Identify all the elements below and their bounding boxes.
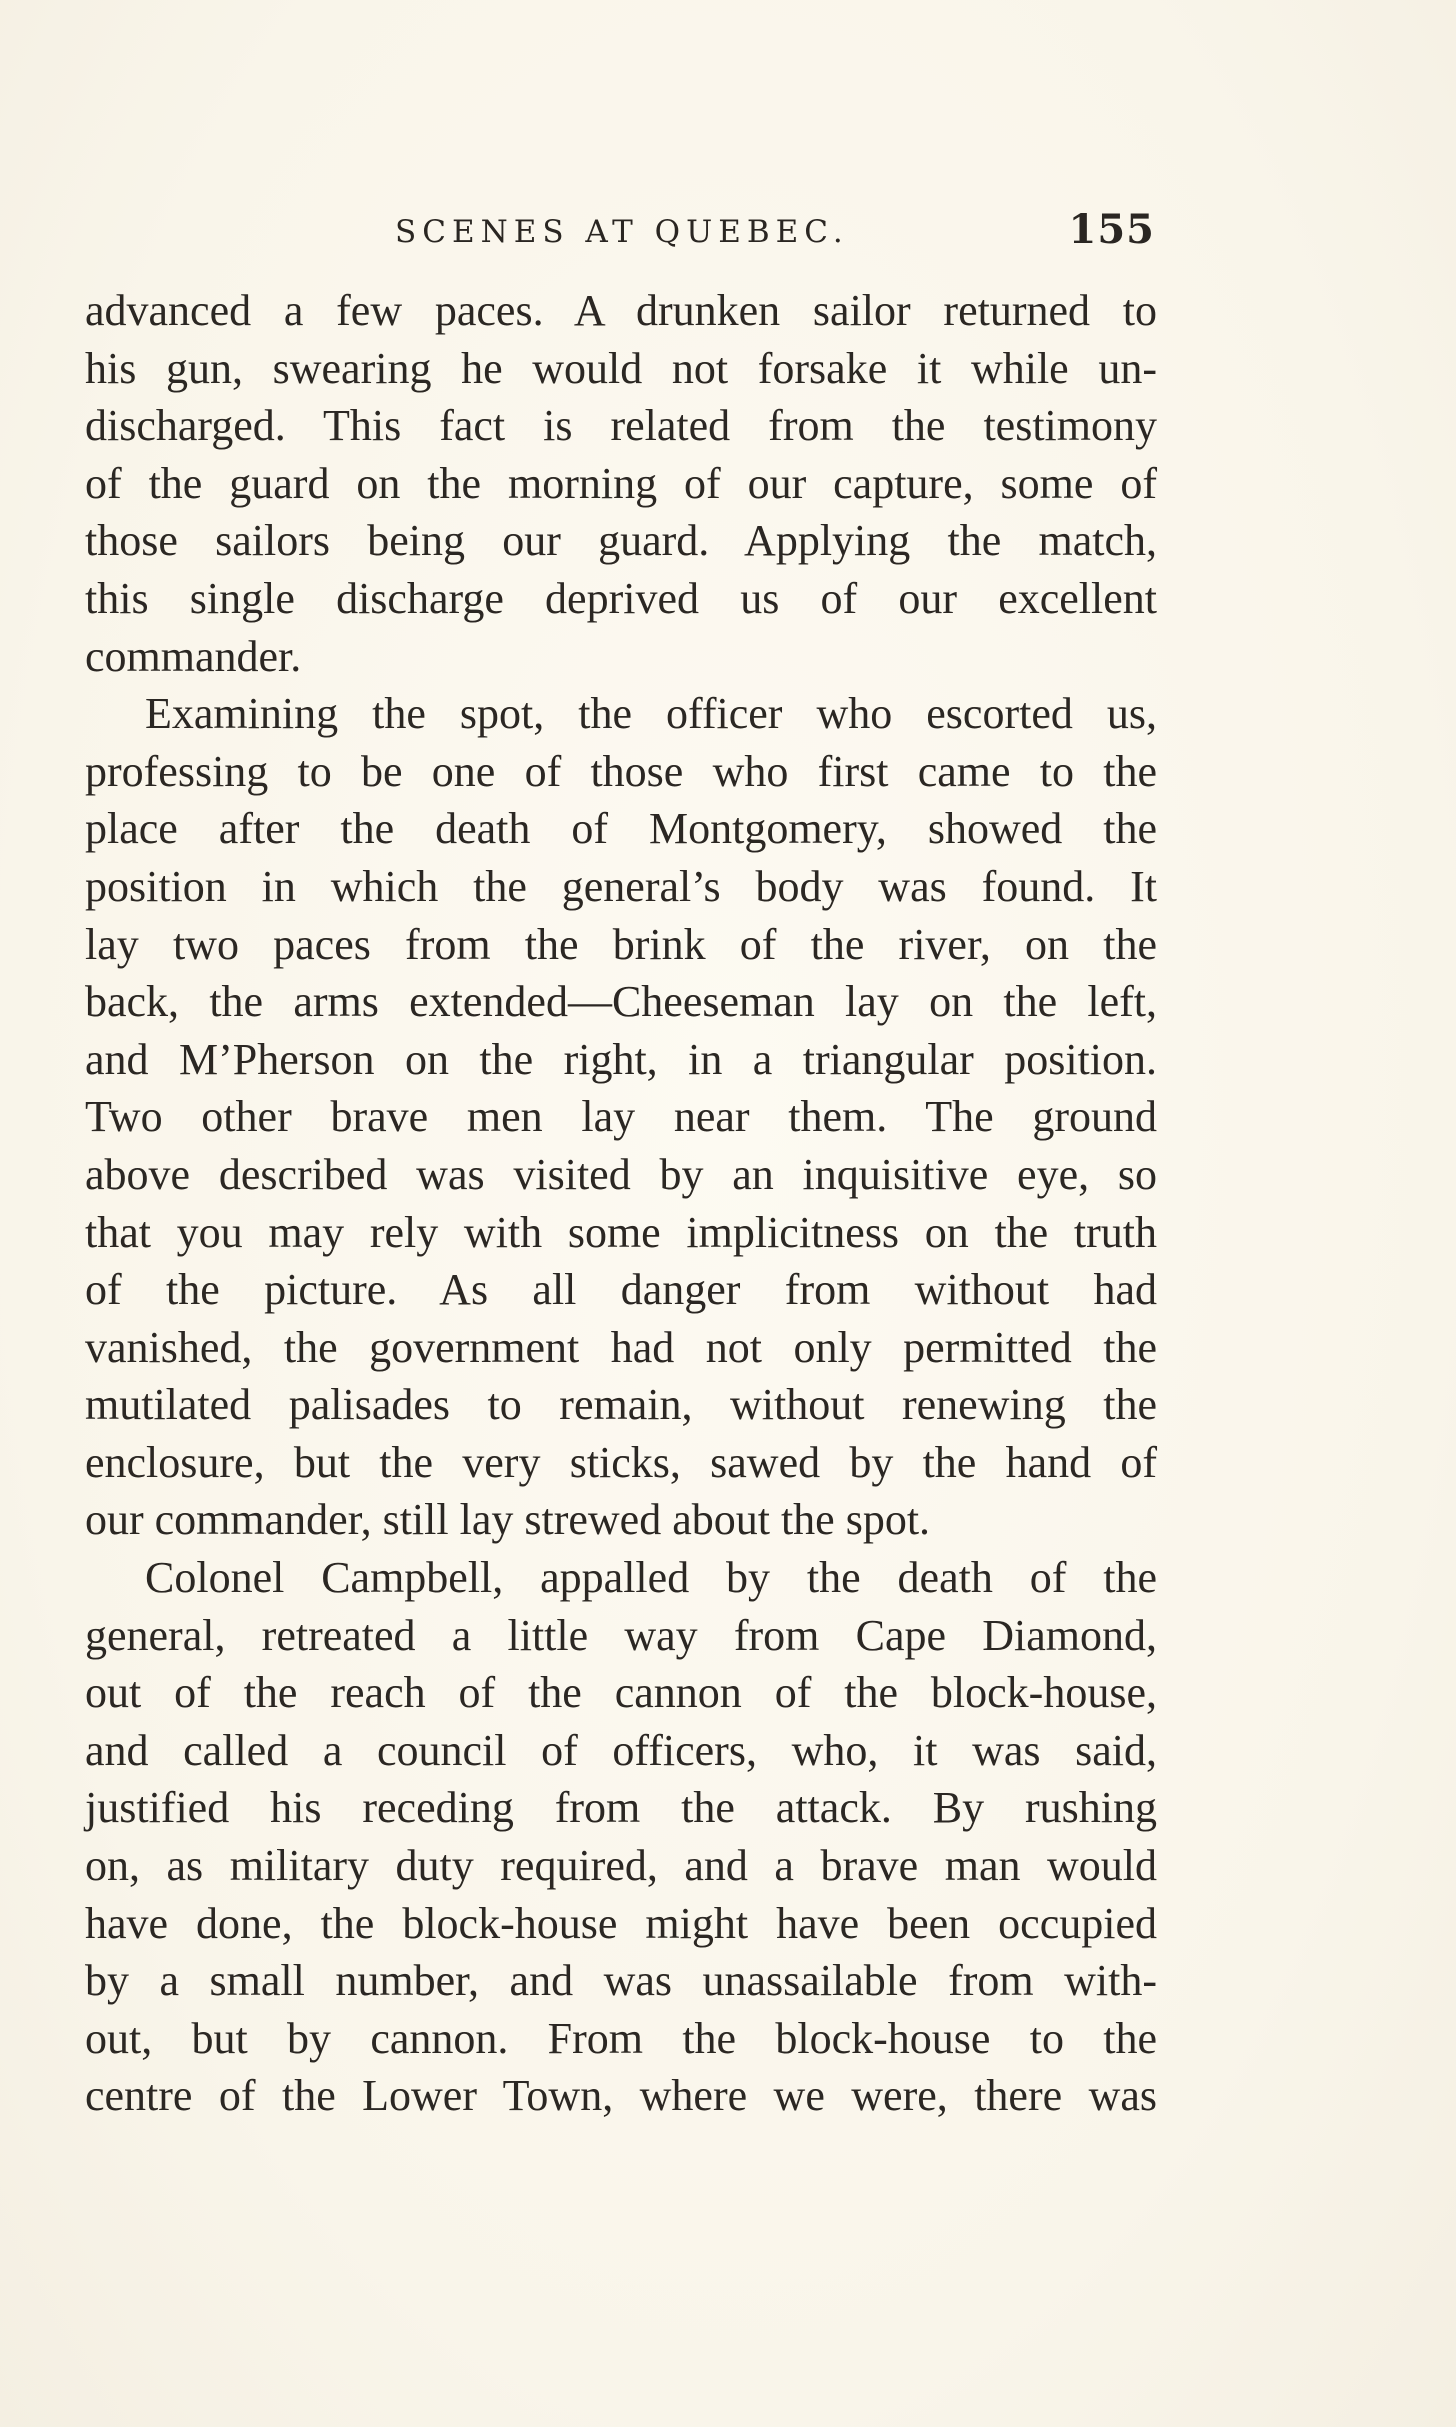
body-text (85, 282, 1157, 2125)
text-line: place after the death of Montgomery, showed the (85, 804, 1157, 854)
page-number: 155 (1068, 206, 1155, 253)
text-line: out of the reach of the cannon of the block-house, (85, 1668, 1157, 1718)
text-line: of the picture. As all danger from without had (85, 1265, 1157, 1315)
text-line: Examining the spot, the officer who escorted us, (145, 689, 1157, 739)
text-line: vanished, the government had not only permitted the (85, 1322, 1157, 1372)
text-line: this single discharge deprived us of our excellent (85, 573, 1157, 623)
text-line: lay two paces from the brink of the river, on the (85, 919, 1157, 969)
text-line: centre of the Lower Town, where we were, there was (85, 2071, 1157, 2121)
text-line: commander. (85, 631, 302, 681)
text-line: and called a council of officers, who, it was said, (85, 1725, 1157, 1775)
text-line: general, retreated a little way from Cape Diamond, (85, 1610, 1157, 1660)
text-line: back, the arms extended—Cheeseman lay on the left, (85, 977, 1157, 1027)
text-line: those sailors being our guard. Applying the match, (85, 516, 1157, 566)
text-line: mutilated palisades to remain, without renewing the (85, 1380, 1157, 1430)
text-line: justified his receding from the attack. By rushing (85, 1783, 1157, 1833)
text-line: that you may rely with some implicitness on the truth (85, 1207, 1157, 1257)
text-line: our commander, still lay strewed about the spot. (85, 1495, 931, 1545)
text-line: discharged. This fact is related from the testimony (85, 401, 1157, 451)
text-line: Two other brave men lay near them. The ground (85, 1092, 1157, 1142)
text-line: his gun, swearing he would not forsake it while un- (85, 343, 1157, 393)
running-head: SCENES AT QUEBEC. (395, 214, 849, 250)
text-line: have done, the block-house might have been occupied (85, 1898, 1157, 1948)
text-line: advanced a few paces. A drunken sailor returned to (85, 286, 1157, 335)
text-line: enclosure, but the very sticks, sawed by the hand of (85, 1437, 1157, 1487)
text-line: professing to be one of those who first came to the (85, 746, 1157, 796)
paragraph (85, 282, 1157, 685)
text-line: and M’Pherson on the right, in a triangular position. (85, 1034, 1157, 1084)
text-line: out, but by cannon. From the block-house to the (85, 2013, 1157, 2063)
text-line: position in which the general’s body was found. It (85, 861, 1157, 911)
text-line: of the guard on the morning of our capture, some of (85, 458, 1157, 508)
text-line: by a small number, and was unassailable from with- (85, 1956, 1157, 2006)
paragraph (85, 685, 1157, 1549)
text-line: Colonel Campbell, appalled by the death of the (145, 1553, 1157, 1603)
paragraph (85, 1549, 1157, 2125)
text-line: on, as military duty required, and a brave man would (85, 1841, 1157, 1891)
page-header (85, 206, 1155, 258)
text-line: above described was visited by an inquisitive eye, so (85, 1149, 1157, 1199)
